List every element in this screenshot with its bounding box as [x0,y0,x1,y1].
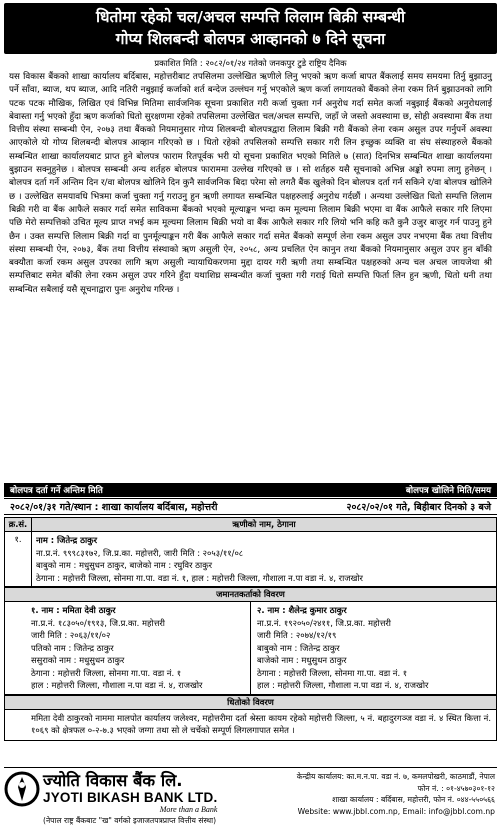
sn-header: क्र.सं. [5,518,32,532]
guarantor-header: जमानतकर्ताको विवरण [5,588,497,602]
bank-license-note: (नेपाल राष्ट्र बैंकबाट "ख" वर्गको इजाजतपत्रप्राप्त वित्तीय संस्था) [43,816,217,825]
deadline-label-submission: बोलपत्र दर्ता गर्ने अन्तिम मिति [10,486,103,496]
title-line-1: धितोमा रहेको चल/अचल सम्पत्ति लिलाम बिक्री सम्बन्धी [95,8,405,26]
guarantor-2-citizenship: ना.प्र.नं. १९२०५०/२४११, जि.प्र.का. महोत्तरी [257,617,391,628]
bank-name-nepali: ज्योति विकास बैंक लि. [43,771,183,790]
notice-title [4,3,497,54]
bank-logo [4,771,252,833]
guarantor-1-address: ठेगाना : महोत्तरी जिल्ला, सोनमा गा.पा. वडा नं. १ [31,667,182,678]
head-office: केन्द्रीय कार्यालय: का.म.न.पा. वडा नं. ७, कमलपोखरी, काठमाडौं, नेपाल [296,772,495,781]
guarantor-1-elder: ससुराको नाम : मधुसुधन ठाकुर [31,655,125,665]
bank-tagline: More than a Bank [159,805,218,814]
borrower-family: बाबुको नाम : मधुसुधन ठाकुर, बाजेको नाम : रघुविर ठाकुर [36,560,213,570]
guarantor-1-name: १. नाम : ममिता देवी ठाकुर [31,605,116,615]
borrower-sn: १. [5,532,32,587]
bank-contact [252,771,497,833]
guarantor-2-current: हाल : महोत्तरी जिल्ला, गौशाला न.पा वडा नं. ४, राजखोर [257,680,429,690]
deadline-label-opening: बोलपत्र खोलिने मिति/समय [405,486,491,496]
borrower-header: ऋणीको नाम, ठेगाना [32,518,497,532]
guarantor-1-issued: जारी मिति : २०६३/११/०२ [31,630,111,640]
borrower-details [32,532,497,587]
guarantor-2-address: ठेगाना : महोत्तरी जिल्ला, सोनमा गा.पा. वडा नं. १ [257,667,408,678]
collateral-table [4,695,497,742]
guarantor-2 [251,602,497,695]
title-line-2: गोप्य शिलबन्दी बोलपत्र आव्हानको ७ दिने सूचना [115,30,386,48]
deadline-labels [4,483,497,497]
collateral-details: ममिता देवी ठाकुरको नाममा मालपोत कार्यालय जलेश्वर, महोत्तरीमा दर्ता श्रेस्ता कायम रहेको महोत्तरी जिल्ला, ५ नं. बहादुरगञ्ज वडा नं. ४ स्थित कित्ता नं. १०६९ को क्षेत्रफल ०-२-७.३ भएको जग्गा तथा सो ले चर्चेको सम्पूर्ण लिगलगापात समेत । [5,709,497,741]
bank-name-english: JYOTI BIKASH BANK LTD. [43,790,218,805]
collateral-header: धितोको विवरण [5,695,497,709]
notice-body: यस विकास बैंकको शाखा कार्यालय बर्दिबास, महोत्तरीबाट तपसिलमा उल्लेखित ऋणीले लिनु भएको ऋण कर्जा बापत बैंकलाई समय समयमा तिर्नु बुझाउनु पर्ने साँवा, ब्याज, थप ब्याज, आदि नतिरी नबुझाई कर्जाको शर्त बन्देज उल्लंघन गर्नु भएकोले ऋण कर्जा लगायतको बैंकको लेना रकम तिर्न बुझाउनको लागि पटक पटक मौखिक, लिखित एवं विभिन्न मितिमा सार्वजनिक सूचना प्रकाशित गरी कर्जा चुक्ता गर्न अनुरोध गर्दा समेत कर्जा नबुझाई बैंकको अनुरोधलाई बेवास्ता गर्नु भएको हुँदा ऋण कर्जाको धितो सुरक्षणमा रहेको तपसिलमा उल्लेखित चल/अचल सम्पत्ति, जहाँ जे जस्तो अवस्थामा छ, सोही अवस्थामा बैंक तथा वित्तीय संस्था सम्बन्धी ऐन, २०७३ तथा बैंकको नियमानुसार गोप्य शिलबन्दी बोलपत्रद्वारा लिलाम बिक्री गरी बैंकको लेना रकम असुल उपर गर्नुपर्ने अवस्था आएकोले यो गोप्य शिलबन्दी बोलपत्र आव्हान गरिएको छ । धितो रहेको तपसिलको सम्पत्ति सकार गरी लिन इच्छुक व्यक्ति वा संघ संस्थाहरुले बैंकको सम्बन्धित शाखा कार्यालयबाट प्राप्त हुने बोलपत्र फाराम रितपूर्वक भरी यो सूचना प्रकाशित भएको मितिले ७ (सात) दिनभित्र सम्बन्धित शाखा कार्यालयमा बुझाउन सक्नुहुनेछ । बोलपत्र सम्बन्धी अन्य शर्तहरु बोलपत्र फाराममा उल्लेख गरिएको छ । सो शर्तहरु यसै सूचनाको अभिन्न अङ्को रुपमा लागु हुनेछन् । बोलपत्र दर्ता गर्ने अन्तिम दिन र/वा बोलपत्र खोलिने दिन कुनै सार्वजनिक बिदा परेमा सो लगतै बैंक खुलेको दिन बोलपत्र दर्ता गर्न सकिने र/वा बोलपत्र खोलिने छ । उल्लेखित समयावधि भित्रमा कर्जा चुक्ता गर्नु गराउनु हुन ऋणी लगायत सम्बन्धित पक्षहरुलाई अनुरोध गर्दछौं । अन्यथा उल्लेखित धितो सम्पत्ति लिलाम बिक्री गरी वा बैंक आफैले सकार गर्दा समेत साविकमा बैंकको भएको मूल्याङ्कन भन्दा कम मूल्यमा लिलाम बिक्री भएमा वा बैंक आफैले सकार गरि लिएमा पछि मेरो सम्पत्तिको उचित मूल्य प्राप्त नभई कम मूल्यमा लिलाम बिक्री भयो वा बैंक आफैले सकार गरि लियो भनि कहि कतै कुनै उजुर बाजुर गर्न पाउनु हुने छैन । उक्त सम्पत्ति लिलाम बिक्री गर्दा वा पुनर्मूल्याङ्कन गरी बैंक आफैले सकार गर्दा समेत बैंकको सम्पूर्ण लेना रकम असुल उपर नभएमा बैंक तथा वित्तीय संस्था सम्बन्धी ऐन, २०७३, बैंक तथा वित्तीय संस्थाको ऋण असुली ऐन, २०५८, अन्य प्रचलित ऐन कानुन तथा बैंकको नियमानुसार असुल उपर हुन बाँकी बक्यौता कर्जा रकम असुल उपरका लागि ऋण असुली न्यायाधिकरणमा मुद्दा दायर गरी ऋणी तथा सम्बन्धित पक्षहरुको अन्य चल अचल जायजेथा श्री सम्पत्तिबाट समेत बाँकी लेना रकम असुल उपर गरिने हुँदा यथाशिघ्र सम्बन्धीत कर्जा चुक्ता गरी गराई धितो सम्पत्ति फिर्ता लिन हुन ऋणी, धितो धनी तथा सम्बन्धित सबैलाई यसै सूचनाद्वारा पुनः अनुरोध गरिन्छ । [9,72,492,295]
branch-office: शाखा कार्यालय : बर्दिबास, महोत्तरी, फोन नं. ०४४-५५०५६६ [332,795,495,804]
guarantor-1 [5,602,251,695]
guarantor-2-elder: बाजेको नाम : मधुसुधन ठाकुर [257,655,347,665]
guarantor-2-name: २. नाम : शैलेन्द्र कुमार ठाकुर [257,605,347,615]
borrower-name: नाम : जितेन्द्र ठाकुर [36,535,98,545]
deadline-value-submission: २०८२/०१/३१ गते/स्थान : शाखा कार्यालय बर्दिबास, महोत्तरी [10,502,218,513]
website-email: Website: www.jbbl.com.np, Email: info@jbbl.com.np [297,806,495,816]
borrower-citizenship: ना.प्र.नं. ९९९८३१७२, जि.प्र.का. महोत्तरी, जारी मिति : २०५३/११/०८ [36,547,244,558]
deadline-values [4,498,497,515]
guarantor-1-citizenship: ना.प्र.नं. १८३०५०/१९१३, जि.प्र.का. महोत्तरी [31,617,165,628]
head-office-phone: फोन नं. : ०१-४५७०३०१-१२ [417,783,495,793]
guarantor-2-issued: जारी मिति : २०७४/१२/१९ [257,630,337,640]
guarantor-1-current: हाल : महोत्तरी जिल्ला, गौशाला न.पा वडा नं. ४, राजखोर [31,680,203,690]
deadline-value-opening: २०८२/०२/०१ गते, बिहीबार दिनको ३ बजे [346,502,491,513]
guarantor-table [4,587,497,695]
guarantor-1-relation: पतिको नाम : जितेन्द्र ठाकुर [31,642,114,653]
borrower-address: ठेगाना : महोत्तरी जिल्ला, सोनमा गा.पा. वडा नं. १, हाल : महोत्तरी जिल्ला, गौशाला न.पा वडा नं. ४, राजखोर [36,572,363,583]
bank-logo-icon [4,771,40,809]
guarantor-2-relation: बाबुको नाम : जितेन्द्र ठाकुर [257,642,340,653]
bank-footer [4,767,497,833]
borrower-table [4,517,497,587]
publication-date: प्रकाशित मिति : २०८२/०१/२४ गतेको जनकपुर टुडे राष्ट्रिय दैनिक [154,58,347,68]
